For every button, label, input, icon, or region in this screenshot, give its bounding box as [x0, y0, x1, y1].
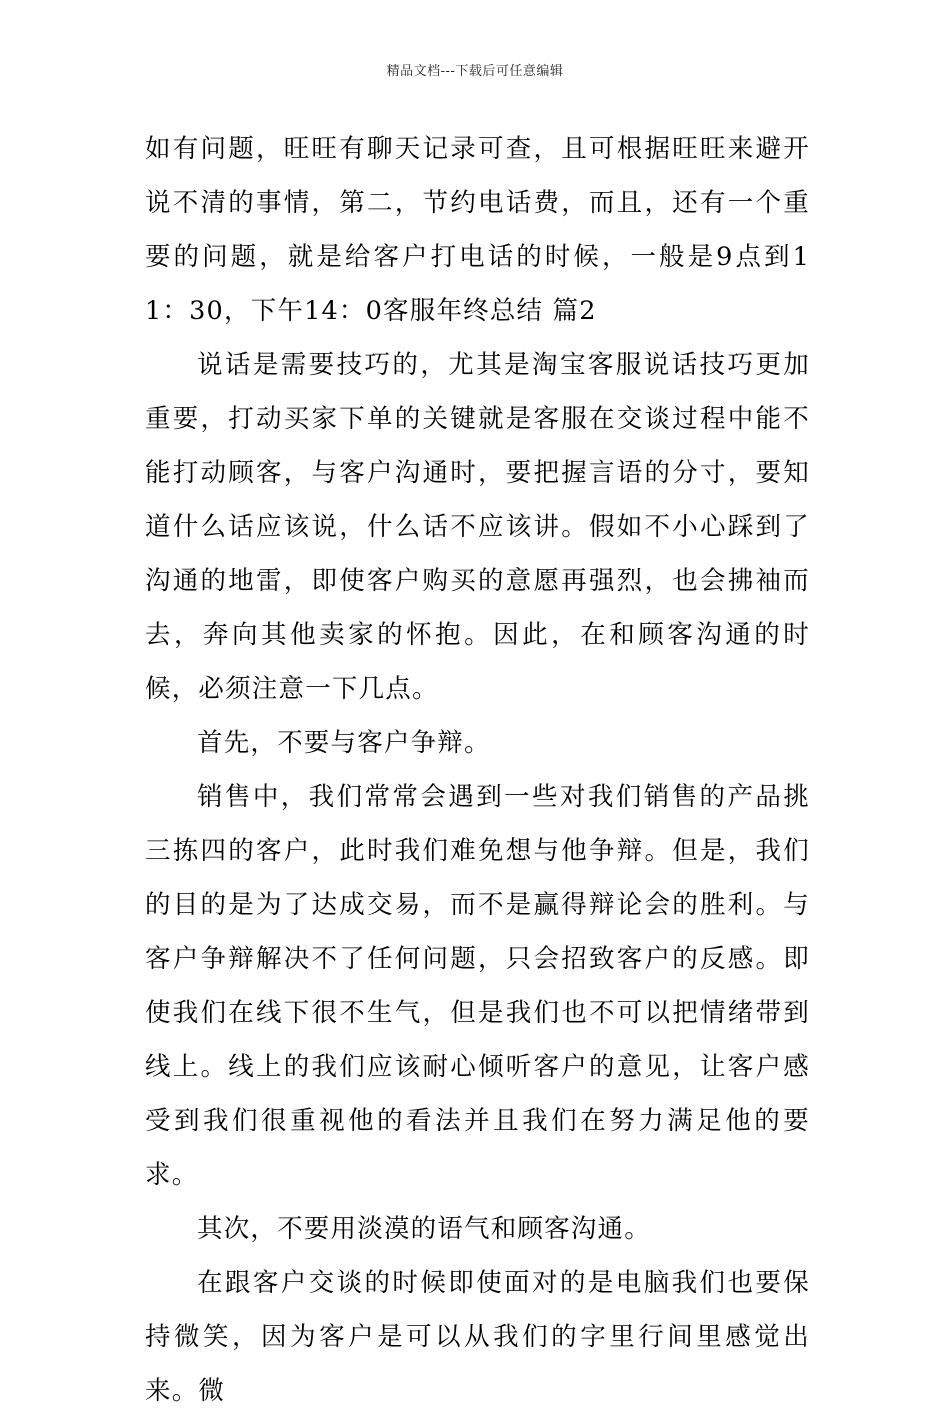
page-header: 精品文档---下载后可任意编辑	[386, 64, 564, 79]
document-body	[145, 122, 810, 1418]
paragraph-point-one: 首先，不要与客户争辩。	[197, 728, 491, 758]
paragraph-smile: 在跟客户交谈的时候即使面对的是电脑我们也要保持微笑，因为客户是可以从我们的字里行间里感觉出来。微	[145, 1268, 810, 1406]
paragraph-communication-skills: 说话是需要技巧的，尤其是淘宝客服说话技巧更加重要，打动买家下单的关键就是客服在交谈过程中能不能打动顾客，与客户沟通时，要把握言语的分寸，要知道什么话应该说，什么话不应该讲。假如不小心踩到了沟通的地雷，即使客户购买的意愿再强烈，也会拂袖而去，奔向其他卖家的怀抱。因此，在和顾客沟通的时候，必须注意一下几点。	[145, 350, 810, 704]
paragraph-point-two: 其次，不要用淡漠的语气和顾客沟通。	[197, 1214, 651, 1244]
paragraph-continuation: 如有问题，旺旺有聊天记录可查，且可根据旺旺来避开说不清的事情，第二，节约电话费，而且，还有一个重要的问题，就是给客户打电话的时候，一般是9点到11：30，下午14：0客服年终总结 篇2	[145, 134, 810, 326]
paragraph-no-argument: 销售中，我们常常会遇到一些对我们销售的产品挑三拣四的客户，此时我们难免想与他争辩。但是，我们的目的是为了达成交易，而不是赢得辩论会的胜利。与客户争辩解决不了任何问题，只会招致客户的反感。即使我们在线下很不生气，但是我们也不可以把情绪带到线上。线上的我们应该耐心倾听客户的意见，让客户感受到我们很重视他的看法并且我们在努力满足他的要求。	[145, 782, 810, 1190]
